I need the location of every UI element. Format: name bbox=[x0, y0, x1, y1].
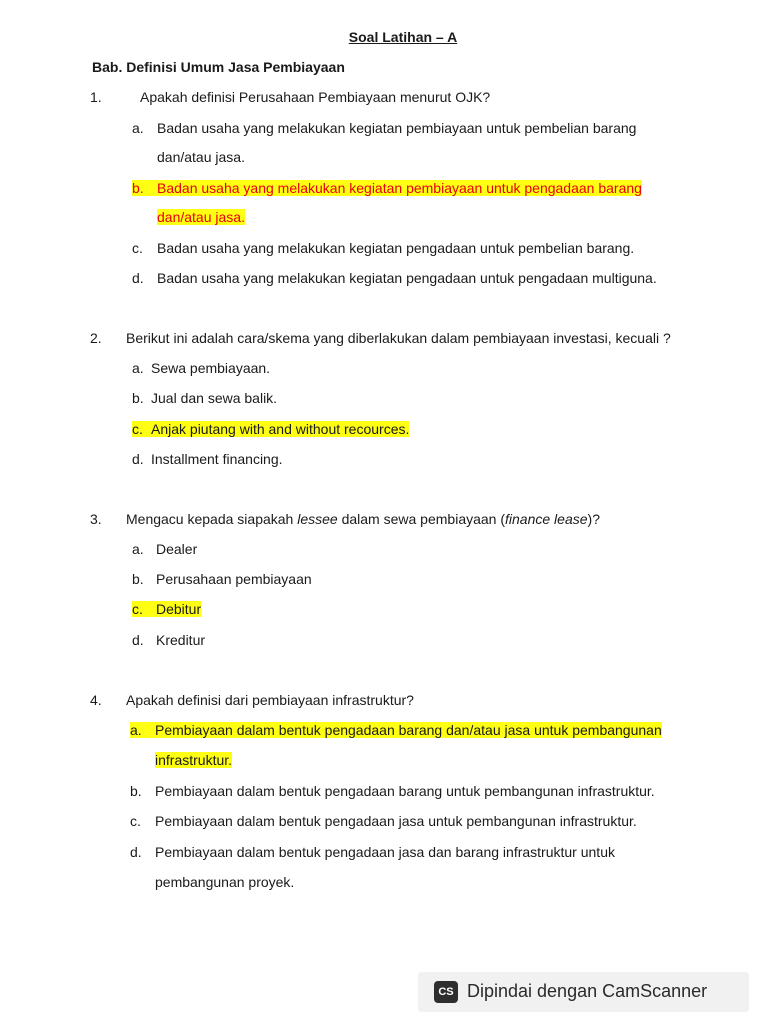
question-text-part: dalam sewa pembiayaan ( bbox=[337, 511, 506, 527]
option-1a-continued: dan/atau jasa. bbox=[157, 149, 245, 165]
option-text: Anjak piutang with and without recources. bbox=[151, 421, 410, 437]
option-4a-answer bbox=[130, 722, 662, 738]
question-4 bbox=[90, 692, 414, 708]
option-letter: c. bbox=[132, 601, 156, 617]
option-3a bbox=[132, 541, 197, 557]
option-4a-continued bbox=[155, 752, 232, 768]
option-1b-continued bbox=[157, 209, 245, 225]
option-2a bbox=[132, 360, 270, 376]
option-letter: d. bbox=[132, 270, 144, 286]
option-letter: b. bbox=[132, 390, 144, 406]
question-1 bbox=[90, 89, 490, 105]
option-text: Kreditur bbox=[156, 632, 206, 648]
option-text: Pembiayaan dalam bentuk pengadaan barang dan/atau jasa untuk pembangunan bbox=[155, 722, 662, 738]
option-3d bbox=[132, 632, 205, 648]
option-text: Pembiayaan dalam bentuk pengadaan barang untuk pembangunan infrastruktur. bbox=[155, 783, 655, 799]
option-text: Dealer bbox=[156, 541, 198, 557]
camscanner-logo-icon: CS bbox=[434, 981, 458, 1003]
option-text: Badan usaha yang melakukan kegiatan pengadaan untuk pengadaan multiguna. bbox=[157, 270, 657, 286]
option-letter: b. bbox=[130, 783, 142, 799]
question-text: Apakah definisi dari pembiayaan infrastruktur? bbox=[126, 692, 414, 708]
option-letter: a. bbox=[132, 120, 144, 136]
option-4d-continued: pembangunan proyek. bbox=[155, 874, 295, 890]
chapter-heading: Bab. Definisi Umum Jasa Pembiayaan bbox=[92, 59, 345, 75]
option-letter: b. bbox=[132, 180, 157, 196]
question-text-italic: finance lease bbox=[505, 511, 588, 527]
option-text: Badan usaha yang melakukan kegiatan pembiayaan untuk pembelian barang bbox=[157, 120, 637, 136]
option-1b-answer bbox=[132, 180, 642, 196]
option-letter: d. bbox=[132, 451, 144, 467]
document-title: Soal Latihan – A bbox=[348, 29, 458, 45]
option-2c-answer bbox=[132, 421, 409, 437]
question-number: 1. bbox=[90, 89, 102, 105]
watermark-text: Dipindai dengan CamScanner bbox=[467, 981, 708, 1001]
option-letter: d. bbox=[130, 844, 142, 860]
question-number: 4. bbox=[90, 692, 102, 708]
option-4c bbox=[130, 813, 637, 829]
question-text: Apakah definisi Perusahaan Pembiayaan menurut OJK? bbox=[140, 89, 491, 105]
option-4b bbox=[130, 783, 655, 799]
question-2 bbox=[90, 330, 671, 346]
camscanner-watermark bbox=[418, 972, 749, 1012]
option-text: Badan usaha yang melakukan kegiatan pembiayaan untuk pengadaan barang bbox=[157, 180, 642, 196]
option-text: Pembiayaan dalam bentuk pengadaan jasa untuk pembangunan infrastruktur. bbox=[155, 813, 637, 829]
option-text: Installment financing. bbox=[151, 451, 283, 467]
option-2b bbox=[132, 390, 277, 406]
option-text: Jual dan sewa balik. bbox=[151, 390, 278, 406]
option-2d bbox=[132, 451, 283, 467]
question-number: 2. bbox=[90, 330, 102, 346]
option-letter: c. bbox=[130, 813, 141, 829]
option-text: Debitur bbox=[156, 601, 202, 617]
option-letter: c. bbox=[132, 421, 151, 437]
option-1a bbox=[132, 120, 636, 136]
option-text: Badan usaha yang melakukan kegiatan pengadaan untuk pembelian barang. bbox=[157, 240, 635, 256]
option-4d bbox=[130, 844, 615, 860]
option-letter: a. bbox=[132, 541, 144, 557]
option-3b bbox=[132, 571, 312, 587]
option-letter: c. bbox=[132, 240, 143, 256]
option-letter: b. bbox=[132, 571, 144, 587]
option-text: dan/atau jasa. bbox=[157, 209, 245, 225]
option-text: Perusahaan pembiayaan bbox=[156, 571, 312, 587]
question-3 bbox=[90, 511, 600, 527]
option-letter: a. bbox=[132, 360, 144, 376]
option-text: infrastruktur. bbox=[155, 752, 233, 768]
option-1c bbox=[132, 240, 634, 256]
question-text-part: Mengacu kepada siapakah bbox=[126, 511, 298, 527]
option-text: Pembiayaan dalam bentuk pengadaan jasa dan barang infrastruktur untuk bbox=[155, 844, 615, 860]
option-letter: a. bbox=[130, 722, 155, 738]
option-letter: d. bbox=[132, 632, 144, 648]
question-text-italic: lessee bbox=[297, 511, 338, 527]
question-text-part: )? bbox=[587, 511, 600, 527]
option-3c-answer bbox=[132, 601, 201, 617]
question-text: Berikut ini adalah cara/skema yang diberlakukan dalam pembiayaan investasi, kecuali ? bbox=[126, 330, 671, 346]
question-number: 3. bbox=[90, 511, 102, 527]
option-1d bbox=[132, 270, 657, 286]
option-text: Sewa pembiayaan. bbox=[151, 360, 271, 376]
